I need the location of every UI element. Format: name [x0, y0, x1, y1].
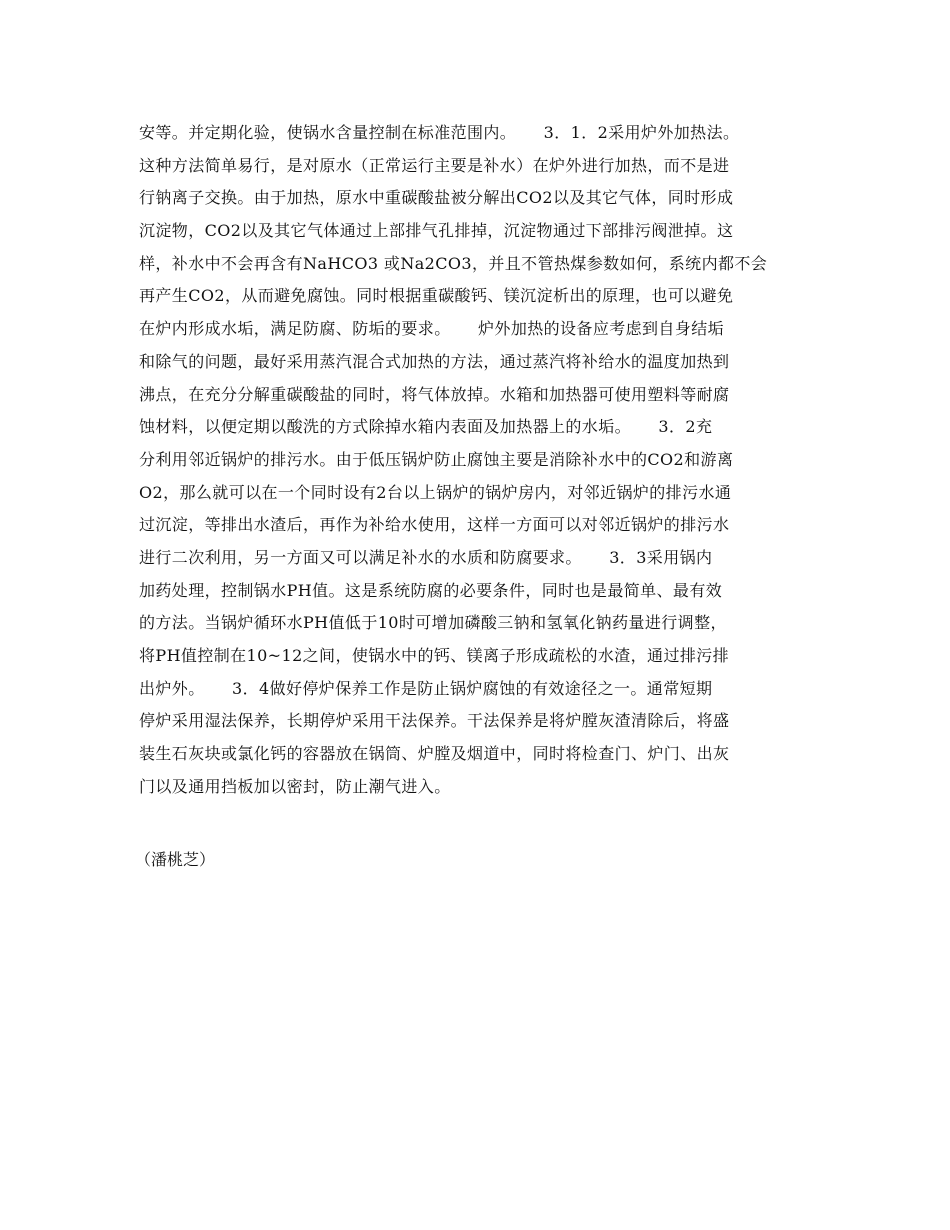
- text-line: 分利用邻近锅炉的排污水。由于低压锅炉防止腐蚀主要是消除补水中的CO2和游离: [139, 449, 734, 469]
- text-line: 再产生CO2，从而避免腐蚀。同时根据重碳酸钙、镁沉淀析出的原理，也可以避免: [139, 286, 734, 306]
- text-line: 行钠离子交换。由于加热，原水中重碳酸盐被分解出CO2以及其它气体，同时形成: [139, 188, 734, 208]
- text-line: 沸点，在充分分解重碳酸盐的同时，将气体放掉。水箱和加热器可使用塑料等耐腐: [139, 384, 730, 404]
- text-line: 在炉内形成水垢，满足防腐、防垢的要求。 炉外加热的设备应考虑到自身结垢: [139, 319, 725, 339]
- text-line: 安等。并定期化验，使锅水含量控制在标准范围内。 3．1．2采用炉外加热法。: [139, 123, 740, 142]
- text-line: 进行二次利用，另一方面又可以满足补水的水质和防腐要求。 3．3采用锅内: [139, 547, 713, 567]
- text-line: 将PH值控制在10~12之间，使锅水中的钙、镁离子形成疏松的水渣，通过排污排: [139, 646, 730, 665]
- text-line: 沉淀物，CO2以及其它气体通过上部排气孔排掉，沉淀物通过下部排污阀泄掉。这: [139, 221, 734, 241]
- text-line: 加药处理，控制锅水PH值。这是系统防腐的必要条件，同时也是最简单、最有效: [139, 580, 723, 600]
- text-line: O2，那么就可以在一个同时设有2台以上锅炉的锅炉房内，对邻近锅炉的排污水通: [139, 482, 732, 502]
- text-line: 门以及通用挡板加以密封，防止潮气进入。: [139, 776, 451, 796]
- text-line: 过沉淀，等排出水渣后，再作为补给水使用，这样一方面可以对邻近锅炉的排污水: [139, 515, 730, 535]
- text-line: 蚀材料，以便定期以酸洗的方式除掉水箱内表面及加热器上的水垢。 3．2充: [139, 417, 713, 437]
- text-line: 的方法。当锅炉循环水PH值低于10时可增加磷酸三钠和氢氧化钠药量进行调整，: [139, 613, 727, 633]
- text-line: 装生石灰块或氯化钙的容器放在锅筒、炉膛及烟道中，同时将检查门、炉门、出灰: [139, 744, 730, 764]
- text-line: 出炉外。 3．4做好停炉保养工作是防止锅炉腐蚀的有效途径之一。通常短期: [139, 678, 713, 698]
- author-signature: （潘桃芝）: [135, 850, 216, 869]
- text-line: 停炉采用湿法保养，长期停炉采用干法保养。干法保养是将炉膛灰渣清除后，将盛: [139, 711, 730, 731]
- text-line: 这种方法简单易行，是对原水（正常运行主要是补水）在炉外进行加热，而不是进: [139, 155, 730, 175]
- text-line: 样，补水中不会再含有NaHCO3 或Na2CO3，并且不管热煤参数如何，系统内都不会: [139, 253, 768, 273]
- body-text: [139, 117, 839, 803]
- text-line: 和除气的问题，最好采用蒸汽混合式加热的方法，通过蒸汽将补给水的温度加热到: [139, 351, 730, 371]
